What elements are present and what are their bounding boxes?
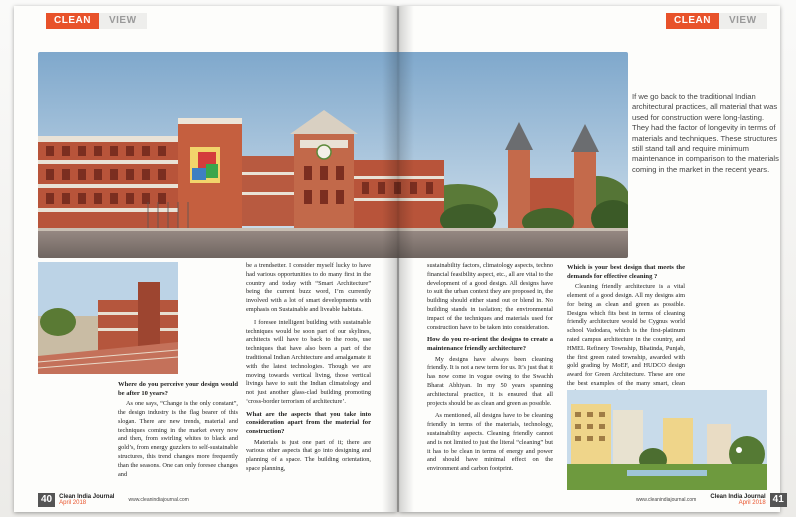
apartments-photo bbox=[567, 390, 767, 490]
paragraph: I foresee intelligent building with sustainable techniques would be soon part of our skylines, architects will have to back to the roots, use techniques that have also been a part of the traditional Indian Architecture and amalgamate it with the latest technologies. Though we are moving towards vertical living, those vertical livings have to suit the Indian climatology and not just another glass-clad building promoting ‘cross-border terrorism of architecture’. bbox=[246, 318, 371, 405]
right-section-tab bbox=[666, 13, 767, 29]
right-footer bbox=[636, 493, 787, 507]
column-3 bbox=[427, 262, 553, 478]
question-heading: Which is your best design that meets the demands for effective cleaning ? bbox=[567, 264, 685, 280]
website-url: www.cleanindiajournal.com bbox=[636, 497, 697, 503]
column-2 bbox=[246, 262, 371, 478]
left-section-tab bbox=[46, 13, 147, 29]
paragraph: sustainability factors, climatology aspects, techno financial feasibility aspect, etc., all are vital to the development of a good design. All designs have to suit the urban context they are proposed in, the building should either stand out or blend in. No building stands in isolation; the environmental impact of the techniques and materials used for construction have to be taken into consideration. bbox=[427, 262, 553, 331]
column-1 bbox=[118, 379, 238, 483]
left-footer bbox=[38, 493, 189, 507]
campus-courtyard-photo bbox=[38, 262, 178, 374]
page-number: 40 bbox=[38, 493, 55, 507]
question-heading: What are the aspects that you take into consideration apart from the material for construction? bbox=[246, 410, 371, 435]
paragraph: My designs have always been cleaning friendly. It is not a new term for us. It’s just that it has now come in vogue owing to the Swachh Bharat Abhiyan. In my 50 years spanning architectural practice, it is ensured that all projects should be as clean and green as possible. bbox=[427, 355, 553, 407]
answer-paragraph: As one says, “Change is the only constant”, the design industry is the flag bearer of this slogan. There are new trends, material and techniques coming in the market every now and then, from swirling whites to black and gold’s, from energy guzzlers to self-sustainable structures, this trend changes more frequently than the seasons. One can only foresee changes and bbox=[118, 400, 238, 478]
column-4 bbox=[567, 262, 685, 402]
magazine-masthead: Clean India Journal April 2018 bbox=[59, 493, 115, 506]
page-number: 41 bbox=[770, 493, 787, 507]
left-clean-label: CLEAN bbox=[46, 13, 99, 29]
paragraph: Materials is just one part of it; there are various other aspects that go into designing and planning of a space. The building orientation, space planning, bbox=[246, 438, 371, 472]
paragraph: Cleaning friendly architecture is a vital element of a good design. All my designs aim for being as clean and green as possible. Designs which fits best in terms of cleaning friendly architecture would be Cygnus world school Vadodara, which is the first-platinum rated campus architecture in the country, and HMEL Refinery Township, Bhatinda, Punjab, the first green rated township, awarded with gold grading by MoEF, and HUDCO design award for Green Architecture. These are one the best examples of the many smart, clean bbox=[567, 283, 685, 387]
left-view-label: VIEW bbox=[99, 13, 147, 29]
paragraph: be a trendsetter. I consider myself lucky to have had various opportunities to do many first in the country and today with “Smart Architecture” being the current buzz word, I’m currently involved with a lot of smart developments with emphasis on Sustainable and liveable habitats. bbox=[246, 262, 371, 313]
question-heading: How do you re-orient the designs to create a maintenance friendly architecture? bbox=[427, 336, 553, 352]
paragraph: As mentioned, all designs have to be cleaning friendly in terms of the materials, technology, sustainability aspects. Cleaning friendly cannot and is not limited to just the literal “cleaning” but it has to be clean in terms of energy and power and should have minimal effect on the environment and carbon footprint. bbox=[427, 412, 553, 473]
website-url: www.cleanindiajournal.com bbox=[128, 497, 189, 503]
right-clean-label: CLEAN bbox=[666, 13, 719, 29]
pull-caption: If we go back to the traditional Indian architectural practices, all material that was used for construction were long-lasting. They had the factor of longevity in terms of materials and techniques. These structures still stand tall and require minimum maintenance in comparison to the materials coming in the market in the recent years. bbox=[632, 92, 779, 174]
hero-campus-photo bbox=[38, 52, 628, 258]
magazine-masthead: Clean India Journal April 2018 bbox=[710, 493, 766, 506]
right-view-label: VIEW bbox=[719, 13, 767, 29]
question-heading: Where do you perceive your design would be after 10 years? bbox=[118, 381, 238, 397]
